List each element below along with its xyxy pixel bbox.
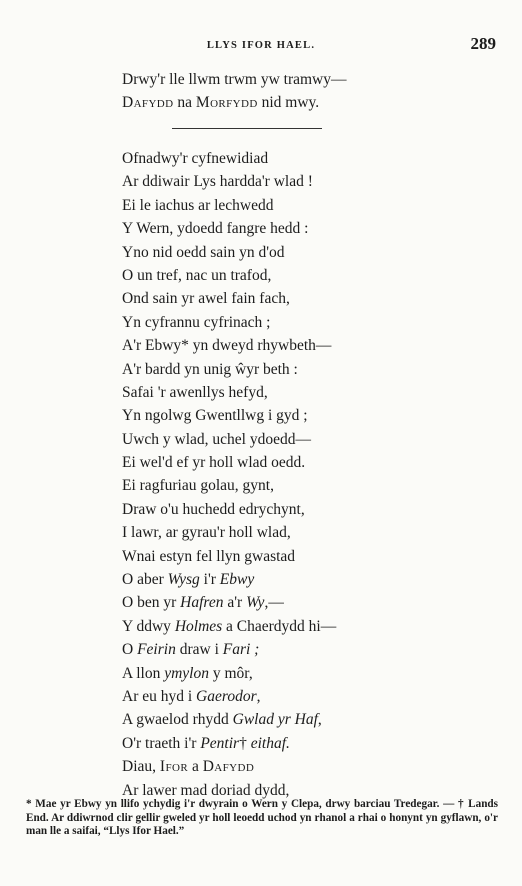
place-name: Holmes (174, 617, 223, 635)
place-name: Wysg (167, 571, 200, 589)
verse-text: a'r (223, 594, 247, 612)
verse-line: O un tref, nac un trafod, (122, 266, 272, 284)
verse-text: y môr, (208, 664, 253, 682)
footnote (26, 798, 498, 839)
verse-line: Ar lawer mad doriad dydd, (122, 781, 290, 799)
name-morfydd: Morfydd (195, 94, 258, 112)
verse-line: Ei le iachus ar lechwedd (122, 196, 274, 214)
verse-text: i'r (199, 571, 220, 589)
verse-text: nid mwy. (257, 94, 320, 112)
verse-text: eithaf. (250, 734, 290, 752)
main-verse (122, 147, 336, 802)
verse-text: O'r traeth i'r (122, 734, 201, 752)
verse-text: Y ddwy (122, 617, 175, 635)
verse-text: , (256, 687, 261, 705)
verse-line: Ond sain yr awel fain fach, (122, 290, 290, 308)
footnote-marker: † (239, 734, 251, 752)
verse-text: A llon (122, 664, 165, 682)
place-name: Gwlad yr Haf (232, 711, 318, 729)
verse-line (122, 91, 347, 114)
verse-line (122, 732, 336, 755)
verse-line: Drwy'r lle llwm trwm yw tramwy— (122, 71, 347, 88)
verse-line: Safai 'r awenllys hefyd, (122, 383, 268, 401)
verse-text: na (173, 94, 196, 112)
name-dafydd: Dafydd (202, 758, 255, 776)
place-name: ymylon (164, 664, 209, 682)
verse-line: I lawr, ar gyrau'r holl wlad, (122, 524, 291, 542)
verse-line: Ei ragfuriau golau, gynt, (122, 477, 274, 495)
verse-line: Y Wern, ydoedd fangre hedd : (122, 220, 309, 238)
verse-line: A'r Ebwy* yn dweyd rhywbeth— (122, 337, 332, 355)
verse-text: , (317, 711, 322, 729)
verse-text: a (188, 758, 203, 776)
verse-line: Yn ngolwg Gwentllwg i gyd ; (122, 407, 308, 425)
verse-text: O (122, 641, 138, 659)
place-name: Fari ; (222, 641, 260, 659)
verse-line (122, 568, 336, 591)
verse-line: Ofnadwy'r cyfnewidiad (122, 150, 269, 167)
place-name: Wy (246, 594, 265, 612)
page-number: 289 (470, 34, 496, 53)
verse-text: Ar eu hyd i (122, 687, 197, 705)
verse-text: ,— (264, 594, 284, 612)
verse-line: Wnai estyn fel llyn gwastad (122, 547, 296, 565)
section-divider (172, 128, 322, 129)
place-name: Gaerodor (196, 687, 257, 705)
verse-line (122, 662, 336, 685)
running-head: LLYS IFOR HAEL. (206, 40, 316, 51)
verse-text: draw i (175, 641, 223, 659)
verse-line: Ar ddiwair Lys hardda'r wlad ! (122, 173, 313, 191)
verse-line (122, 591, 336, 614)
verse-line: A'r bardd yn unig ŵyr beth : (122, 360, 298, 378)
name-dafydd: Dafydd (122, 94, 174, 112)
verse-text: a Chaerdydd hi— (222, 617, 337, 635)
verse-line (122, 755, 336, 778)
verse-line (122, 638, 336, 661)
verse-text: O ben yr (122, 594, 181, 612)
verse-line: Ei wel'd ef yr holl wlad oedd. (122, 454, 306, 472)
verse-line: Yn cyfrannu cyfrinach ; (122, 313, 271, 331)
place-name: Feirin (137, 641, 176, 659)
footnote-text: * Mae yr Ebwy yn llifo ychydig i'r dwyrain o Wern y Clepa, drwy barciau Tredegar. — † Lands End. Ar ddiwrnod clir gellir gweled yr holl leoedd uchod yn rhanol a rhai o honynt yn gyflawn, o'r man lle a saifai, “Llys Ifor Hael.” (26, 798, 498, 838)
verse-line: Uwch y wlad, uchel ydoedd— (122, 430, 311, 448)
verse-text: A gwaelod rhydd (122, 711, 233, 729)
verse-line (122, 685, 336, 708)
verse-line (122, 708, 336, 731)
place-name: Pentir (200, 734, 240, 752)
name-ifor: Ifor (159, 758, 189, 776)
verse-line (122, 615, 336, 638)
verse-text: Diau, (122, 758, 160, 776)
verse-text: O aber (122, 571, 168, 589)
place-name: Hafren (180, 594, 224, 612)
verse-line: Yno nid oedd sain yn d'od (122, 243, 285, 261)
verse-line: Draw o'u huchedd edrychynt, (122, 500, 305, 518)
top-verse (122, 68, 347, 115)
place-name: Ebwy (219, 571, 255, 589)
